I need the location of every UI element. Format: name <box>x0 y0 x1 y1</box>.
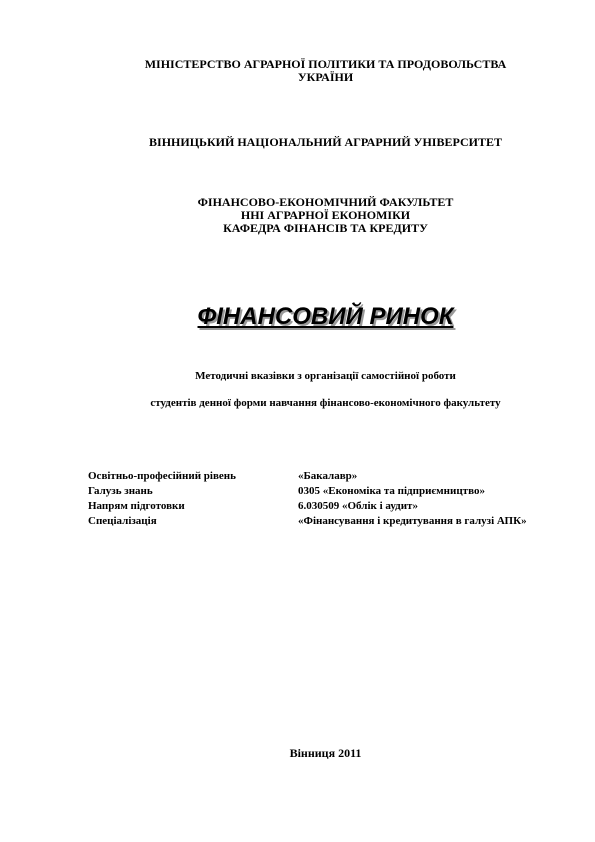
info-label: Галузь знань <box>88 485 153 497</box>
faculty-line-2: ННІ АГРАРНОЇ ЕКОНОМІКИ <box>240 208 411 222</box>
info-value: 0305 «Економіка та підприємництво» <box>298 485 485 497</box>
info-row-field <box>88 484 558 499</box>
faculty-line-1: ФІНАНСОВО-ЕКОНОМІЧНИЙ ФАКУЛЬТЕТ <box>197 195 454 209</box>
info-label: Освітньо-професійний рівень <box>88 470 236 482</box>
ministry-line-1: МІНІСТЕРСТВО АГРАРНОЇ ПОЛІТИКИ ТА ПРОДОВОЛЬСТВА <box>144 57 507 71</box>
info-label: Спеціалізація <box>88 515 157 527</box>
document-title: ФІНАНСОВИЙ РИНОК <box>197 303 454 330</box>
ministry-line-2: УКРАЇНИ <box>297 70 354 84</box>
subtitle-line-2: студентів денної форми навчання фінансово-економічного факультету <box>150 397 501 409</box>
ministry-heading <box>0 58 595 84</box>
info-row-direction <box>88 499 558 514</box>
university-heading: ВІННИЦЬКИЙ НАЦІОНАЛЬНИЙ АГРАРНИЙ УНІВЕРСИТЕТ <box>149 135 502 149</box>
info-row-specialization <box>88 514 558 529</box>
faculty-heading <box>0 196 595 235</box>
info-value: «Фінансування і кредитування в галузі АПК» <box>298 515 527 527</box>
program-info-table <box>88 469 558 529</box>
faculty-line-3: КАФЕДРА ФІНАНСІВ ТА КРЕДИТУ <box>223 221 428 235</box>
info-value: «Бакалавр» <box>298 470 358 482</box>
city-year: Вінниця 2011 <box>289 746 362 760</box>
info-value: 6.030509 «Облік і аудит» <box>298 500 418 512</box>
info-row-level <box>88 469 558 484</box>
info-label: Напрям підготовки <box>88 500 185 512</box>
subtitle-line-1: Методичні вказівки з організації самостійної роботи <box>195 370 456 382</box>
